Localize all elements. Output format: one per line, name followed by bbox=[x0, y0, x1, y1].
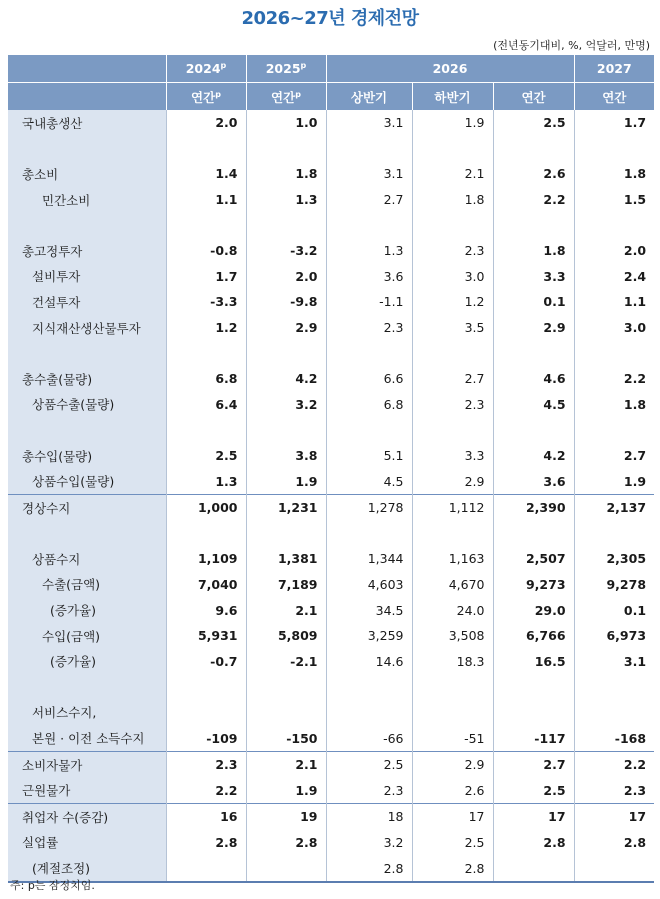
row-value: 18.3 bbox=[412, 648, 493, 674]
row-label: 실업률 bbox=[8, 830, 166, 856]
row-label: (계절조정) bbox=[8, 855, 166, 882]
row-value: -2.1 bbox=[246, 648, 326, 674]
row-value: 1,112 bbox=[412, 494, 493, 520]
row-value: 1,344 bbox=[326, 546, 412, 572]
table-row-blank bbox=[8, 521, 654, 547]
row-value: 2.8 bbox=[493, 830, 574, 856]
header-blank bbox=[8, 55, 166, 83]
row-label: 상품수출(물량) bbox=[8, 392, 166, 418]
row-value: 2.2 bbox=[623, 371, 647, 387]
row-value bbox=[412, 700, 493, 726]
row-value: 34.5 bbox=[326, 597, 412, 623]
table-row-current-account bbox=[8, 494, 654, 520]
row-value: 3.0 bbox=[412, 264, 493, 290]
row-value: 0.1 bbox=[623, 602, 647, 618]
row-value: 3.6 bbox=[493, 468, 574, 494]
row-value: 2.6 bbox=[412, 777, 493, 803]
row-value: 2.7 bbox=[412, 366, 493, 392]
row-label: 총소비 bbox=[8, 161, 166, 187]
row-value: 1.3 bbox=[166, 468, 246, 494]
row-value: -109 bbox=[166, 725, 246, 751]
header-first-half-2026: 상반기 bbox=[326, 83, 412, 111]
row-label: 건설투자 bbox=[8, 289, 166, 315]
forecast-table bbox=[8, 55, 654, 883]
header-year-2027: 2027 bbox=[574, 55, 654, 83]
header-blank-2 bbox=[8, 83, 166, 111]
footnote: 주: p는 잠정치임. bbox=[10, 879, 95, 892]
row-value bbox=[246, 700, 326, 726]
row-value: 2.0 bbox=[623, 243, 647, 259]
row-value bbox=[574, 417, 654, 443]
row-value: 3.1 bbox=[326, 110, 412, 136]
row-value: 2.8 bbox=[166, 830, 246, 856]
table-row-services-balance-label bbox=[8, 700, 654, 726]
row-value: 7,040 bbox=[166, 572, 246, 598]
row-value: 3.5 bbox=[412, 315, 493, 341]
row-value bbox=[166, 340, 246, 366]
table-body bbox=[8, 110, 654, 882]
row-value: 2.9 bbox=[412, 751, 493, 777]
table-row-blank bbox=[8, 674, 654, 700]
table-row-construction-investment bbox=[8, 289, 654, 315]
row-value: 1.9 bbox=[246, 468, 326, 494]
table-row-blank bbox=[8, 417, 654, 443]
row-value bbox=[246, 212, 326, 238]
row-value: 4.2 bbox=[246, 366, 326, 392]
row-value: 4,603 bbox=[326, 572, 412, 598]
row-value: 3,508 bbox=[412, 623, 493, 649]
table-row-total-consumption bbox=[8, 161, 654, 187]
row-label: 수출(금액) bbox=[8, 572, 166, 598]
row-label: 상품수지 bbox=[8, 546, 166, 572]
row-value: -9.8 bbox=[246, 289, 326, 315]
row-value: 2.1 bbox=[246, 597, 326, 623]
row-value: 1.8 bbox=[246, 161, 326, 187]
row-value bbox=[493, 417, 574, 443]
row-value bbox=[166, 855, 246, 882]
row-value bbox=[412, 521, 493, 547]
row-value: 2.8 bbox=[412, 855, 493, 882]
row-value: 9,278 bbox=[606, 576, 647, 592]
row-value: 3.6 bbox=[326, 264, 412, 290]
row-value: 6,973 bbox=[606, 628, 647, 644]
row-value bbox=[493, 212, 574, 238]
table-row-gross-fixed-investment bbox=[8, 238, 654, 264]
row-value bbox=[493, 136, 574, 162]
row-value: 29.0 bbox=[493, 597, 574, 623]
row-value: 1.8 bbox=[623, 166, 647, 182]
row-value: 1.8 bbox=[623, 396, 647, 412]
row-label: 설비투자 bbox=[8, 264, 166, 290]
row-value: 6.8 bbox=[326, 392, 412, 418]
row-value: -168 bbox=[614, 730, 647, 746]
row-value: 6.4 bbox=[166, 392, 246, 418]
table-row-exports-value bbox=[8, 572, 654, 598]
row-value: 2.0 bbox=[166, 110, 246, 136]
row-value: 2.3 bbox=[412, 238, 493, 264]
row-value bbox=[412, 212, 493, 238]
header-year-2025: 2025$^p$ bbox=[246, 55, 326, 83]
row-value: 3.0 bbox=[623, 320, 647, 336]
row-value: 17 bbox=[493, 804, 574, 830]
row-value: 14.6 bbox=[326, 648, 412, 674]
row-value: 2,390 bbox=[493, 494, 574, 520]
row-value: 5,931 bbox=[166, 623, 246, 649]
table-row-employment-change bbox=[8, 804, 654, 830]
header-second-half-2026: 하반기 bbox=[412, 83, 493, 111]
row-value bbox=[326, 136, 412, 162]
row-value: 1.4 bbox=[166, 161, 246, 187]
row-label: 수입(금액) bbox=[8, 623, 166, 649]
row-value: -0.8 bbox=[166, 238, 246, 264]
row-value: 1.2 bbox=[166, 315, 246, 341]
row-value bbox=[574, 521, 654, 547]
row-value: 2.8 bbox=[623, 834, 647, 850]
table-header bbox=[8, 55, 654, 110]
row-value: 1.8 bbox=[412, 187, 493, 213]
row-value: 2.5 bbox=[326, 751, 412, 777]
row-value: 4.5 bbox=[326, 468, 412, 494]
row-value: 1,381 bbox=[246, 546, 326, 572]
row-value bbox=[246, 855, 326, 882]
row-value: 1.1 bbox=[166, 187, 246, 213]
row-label bbox=[8, 521, 166, 547]
row-value: -150 bbox=[246, 725, 326, 751]
row-value: -0.7 bbox=[166, 648, 246, 674]
row-value: 17 bbox=[412, 804, 493, 830]
row-value: 2.5 bbox=[493, 777, 574, 803]
row-value: 1.0 bbox=[246, 110, 326, 136]
row-value: 2.7 bbox=[326, 187, 412, 213]
table-row-facility-investment bbox=[8, 264, 654, 290]
row-value bbox=[574, 700, 654, 726]
row-value: 1,109 bbox=[166, 546, 246, 572]
row-value: 2.9 bbox=[493, 315, 574, 341]
row-label: 본원 · 이전 소득수지 bbox=[8, 725, 166, 751]
row-value: 2.8 bbox=[246, 830, 326, 856]
table-row-total-imports-volume bbox=[8, 443, 654, 469]
row-value: 18 bbox=[326, 804, 412, 830]
row-label bbox=[8, 417, 166, 443]
row-label: 서비스수지, bbox=[8, 700, 166, 726]
row-label bbox=[8, 674, 166, 700]
row-value bbox=[166, 700, 246, 726]
row-label: 지식재산생산물투자 bbox=[8, 315, 166, 341]
row-label: 민간소비 bbox=[8, 187, 166, 213]
row-label bbox=[8, 340, 166, 366]
row-label: 총고정투자 bbox=[8, 238, 166, 264]
row-value bbox=[493, 340, 574, 366]
row-value: 2.6 bbox=[493, 161, 574, 187]
row-value: 6,766 bbox=[493, 623, 574, 649]
row-label bbox=[8, 136, 166, 162]
table-row-exports-growth bbox=[8, 597, 654, 623]
header-year-2024: 2024$^p$ bbox=[166, 55, 246, 83]
row-value: 1,231 bbox=[246, 494, 326, 520]
row-value: 1.5 bbox=[623, 192, 647, 208]
unit-note: (전년동기대비, %, 억달러, 만명) bbox=[493, 39, 650, 52]
row-value: 3.3 bbox=[493, 264, 574, 290]
row-value: 2.3 bbox=[623, 782, 647, 798]
row-value bbox=[326, 340, 412, 366]
row-value bbox=[574, 674, 654, 700]
row-value: 24.0 bbox=[412, 597, 493, 623]
row-value: 2.1 bbox=[246, 751, 326, 777]
row-value: -51 bbox=[412, 725, 493, 751]
row-value: 9.6 bbox=[166, 597, 246, 623]
row-value: 1.1 bbox=[623, 294, 647, 310]
table-row-blank bbox=[8, 212, 654, 238]
row-value: 2.5 bbox=[493, 110, 574, 136]
row-value bbox=[166, 136, 246, 162]
table-row-goods-imports-volume bbox=[8, 468, 654, 494]
row-value: 2.7 bbox=[493, 751, 574, 777]
row-value: -117 bbox=[493, 725, 574, 751]
row-value: 6.8 bbox=[166, 366, 246, 392]
header-annual-2025: 연간$^p$ bbox=[246, 83, 326, 111]
row-value: 2.9 bbox=[246, 315, 326, 341]
row-value bbox=[166, 417, 246, 443]
row-value: 1.7 bbox=[623, 115, 647, 131]
row-value: -3.2 bbox=[246, 238, 326, 264]
row-value: 1,278 bbox=[326, 494, 412, 520]
row-value: 2,137 bbox=[574, 494, 654, 520]
row-value: 2,305 bbox=[606, 551, 647, 567]
row-value: 6.6 bbox=[326, 366, 412, 392]
row-value: 3.1 bbox=[623, 653, 647, 669]
table-row-gdp bbox=[8, 110, 654, 136]
row-value: 9,273 bbox=[493, 572, 574, 598]
row-value bbox=[246, 674, 326, 700]
row-value: 4.6 bbox=[493, 366, 574, 392]
row-value bbox=[493, 521, 574, 547]
row-value bbox=[493, 855, 574, 882]
row-value: 3.8 bbox=[246, 443, 326, 469]
row-value: 2.1 bbox=[412, 161, 493, 187]
row-value bbox=[412, 340, 493, 366]
row-value bbox=[246, 521, 326, 547]
table-row-imports-growth bbox=[8, 648, 654, 674]
row-value bbox=[246, 340, 326, 366]
row-value: -1.1 bbox=[326, 289, 412, 315]
row-value: 2.2 bbox=[166, 777, 246, 803]
table-row-blank bbox=[8, 136, 654, 162]
row-value: 1.9 bbox=[412, 110, 493, 136]
row-value: 2.3 bbox=[166, 751, 246, 777]
row-value: 4.5 bbox=[493, 392, 574, 418]
row-value: 3.2 bbox=[326, 830, 412, 856]
row-value: 1.7 bbox=[166, 264, 246, 290]
row-label: (증가율) bbox=[8, 597, 166, 623]
row-value bbox=[166, 674, 246, 700]
table-row-unemployment-rate bbox=[8, 830, 654, 856]
row-value bbox=[326, 700, 412, 726]
row-label: 총수출(물량) bbox=[8, 366, 166, 392]
row-label: 소비자물가 bbox=[8, 751, 166, 777]
table-row-goods-exports-volume bbox=[8, 392, 654, 418]
row-value bbox=[574, 212, 654, 238]
row-value: 1.8 bbox=[493, 238, 574, 264]
page-title: 2026~27년 경제전망 bbox=[241, 8, 419, 29]
row-value: 2.4 bbox=[623, 268, 647, 284]
row-label: 상품수입(물량) bbox=[8, 468, 166, 494]
row-value bbox=[326, 674, 412, 700]
table-row-private-consumption bbox=[8, 187, 654, 213]
header-year-2026: 2026 bbox=[326, 55, 574, 83]
row-label: 취업자 수(증감) bbox=[8, 804, 166, 830]
row-value: 4.2 bbox=[493, 443, 574, 469]
table-row-ip-product-investment bbox=[8, 315, 654, 341]
row-value: 2.8 bbox=[326, 855, 412, 882]
row-value: 2.9 bbox=[412, 468, 493, 494]
row-value: 2.3 bbox=[326, 315, 412, 341]
row-value bbox=[412, 136, 493, 162]
table-row-consumer-prices bbox=[8, 751, 654, 777]
row-value bbox=[326, 521, 412, 547]
row-label: 총수입(물량) bbox=[8, 443, 166, 469]
table-row-core-prices bbox=[8, 777, 654, 803]
table-row-imports-value bbox=[8, 623, 654, 649]
row-value: -3.3 bbox=[166, 289, 246, 315]
row-value: 2.0 bbox=[246, 264, 326, 290]
header-annual-2024: 연간$^p$ bbox=[166, 83, 246, 111]
row-value bbox=[326, 212, 412, 238]
row-value: 2.2 bbox=[493, 187, 574, 213]
row-value bbox=[246, 417, 326, 443]
row-value: -66 bbox=[326, 725, 412, 751]
row-value: 0.1 bbox=[493, 289, 574, 315]
row-label bbox=[8, 212, 166, 238]
row-value: 5.1 bbox=[326, 443, 412, 469]
row-value: 2.7 bbox=[623, 448, 647, 464]
row-value bbox=[246, 136, 326, 162]
row-value: 17 bbox=[574, 804, 654, 830]
header-annual-2026: 연간 bbox=[493, 83, 574, 111]
row-value bbox=[574, 340, 654, 366]
row-value: 1.9 bbox=[246, 777, 326, 803]
table-row-seasonally-adjusted bbox=[8, 855, 654, 882]
row-value: 2.3 bbox=[326, 777, 412, 803]
row-label: (증가율) bbox=[8, 648, 166, 674]
row-value: 1.9 bbox=[623, 473, 647, 489]
row-label: 국내총생산 bbox=[8, 110, 166, 136]
row-value: 16 bbox=[166, 804, 246, 830]
row-value: 1,163 bbox=[412, 546, 493, 572]
row-value: 3,259 bbox=[326, 623, 412, 649]
row-value: 4,670 bbox=[412, 572, 493, 598]
row-value: 16.5 bbox=[493, 648, 574, 674]
table-row-blank bbox=[8, 340, 654, 366]
row-value: 2.5 bbox=[412, 830, 493, 856]
row-value: 7,189 bbox=[246, 572, 326, 598]
row-value: 1.2 bbox=[412, 289, 493, 315]
row-value: 1.3 bbox=[326, 238, 412, 264]
table-row-total-exports-volume bbox=[8, 366, 654, 392]
row-value: 3.3 bbox=[412, 443, 493, 469]
row-value bbox=[412, 674, 493, 700]
row-value bbox=[493, 674, 574, 700]
row-label: 근원물가 bbox=[8, 777, 166, 803]
row-value: 3.2 bbox=[246, 392, 326, 418]
header-annual-2027: 연간 bbox=[574, 83, 654, 111]
row-value bbox=[574, 855, 654, 882]
row-value bbox=[166, 212, 246, 238]
row-value bbox=[326, 417, 412, 443]
row-value: 2.3 bbox=[412, 392, 493, 418]
row-value: 2.5 bbox=[166, 443, 246, 469]
table-row-goods-balance bbox=[8, 546, 654, 572]
row-value bbox=[412, 417, 493, 443]
row-value bbox=[574, 136, 654, 162]
row-value: 5,809 bbox=[246, 623, 326, 649]
row-value: 1.3 bbox=[246, 187, 326, 213]
row-label: 경상수지 bbox=[8, 494, 166, 520]
row-value: 3.1 bbox=[326, 161, 412, 187]
row-value bbox=[166, 521, 246, 547]
row-value: 2.2 bbox=[574, 751, 654, 777]
row-value: 19 bbox=[246, 804, 326, 830]
table-row-primary-secondary-income-balance bbox=[8, 725, 654, 751]
row-value: 1,000 bbox=[166, 494, 246, 520]
row-value bbox=[493, 700, 574, 726]
row-value: 2,507 bbox=[493, 546, 574, 572]
